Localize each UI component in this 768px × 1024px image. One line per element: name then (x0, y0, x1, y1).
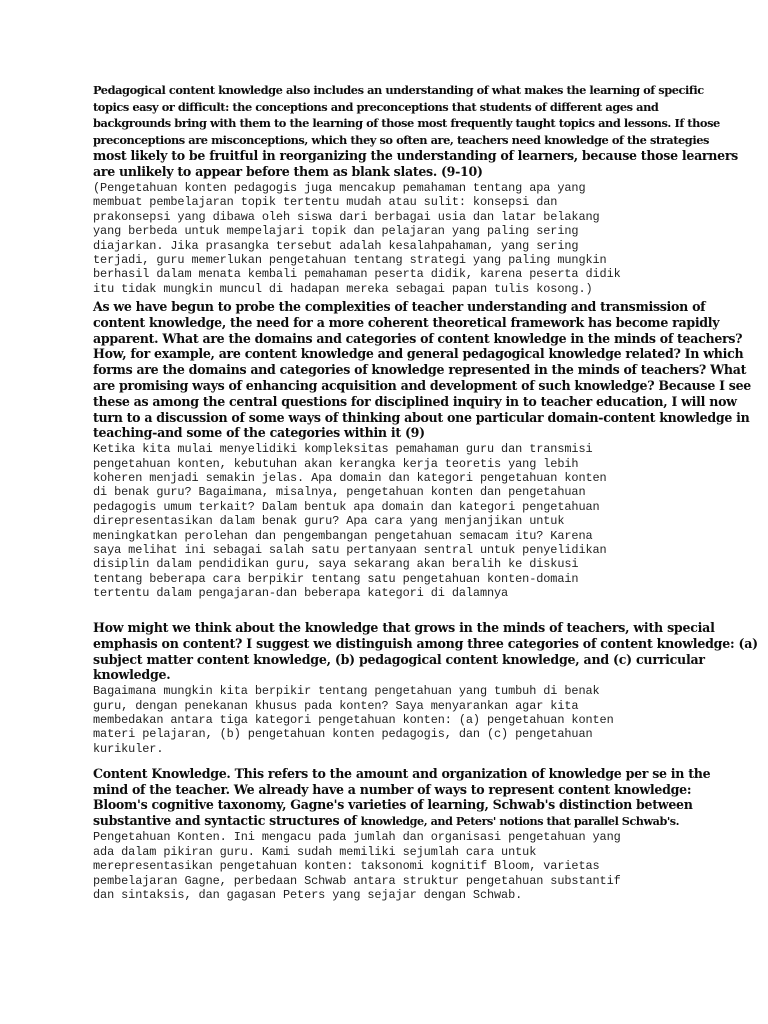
text-line: knowledge. (93, 667, 171, 683)
text-line: Bloom's cognitive taxonomy, Gagne's varieties of learning, Schwab's distinction between (93, 797, 693, 813)
text-line: terjadi, guru memerlukan pengetahuan tentang strategi yang paling mungkin (93, 253, 607, 268)
text-line: backgrounds bring with them to the learning of those most frequently taught topics and lessons. If those (93, 116, 720, 130)
paragraph-1-indonesian (93, 181, 683, 296)
paragraph-1 (93, 82, 738, 296)
text-line: kurikuler. (93, 741, 164, 756)
text-line: How, for example, are content knowledge and general pedagogical knowledge related? In which (93, 346, 744, 362)
text-line: How might we think about the knowledge that grows in the minds of teachers, with special (93, 620, 715, 635)
text-line: subject matter content knowledge, (b) pedagogical content knowledge, and (c) curricular (93, 651, 705, 667)
text-line: koheren menjadi semakin jelas. Apa domain dan kategori pengetahuan konten (93, 470, 607, 485)
paragraph-1-english (93, 82, 720, 148)
text-line: dan sintaksis, dan gagasan Peters yang sejajar dengan Schwab. (93, 888, 523, 902)
text-line: mind of the teacher. We already have a number of ways to represent content knowledge: (93, 781, 692, 797)
text-line: materi pelajaran, (b) pengetahuan konten pedagogis, dan (c) pengetahuan (93, 727, 593, 742)
text-line (93, 813, 683, 830)
text-line: Pedagogical content knowledge also includes an understanding of what makes the learning of specific (93, 83, 704, 97)
paragraph-4-indonesian (93, 830, 683, 902)
text-line: (Pengetahuan konten pedagogis juga mencakup pemahaman tentang apa yang (93, 181, 586, 195)
paragraph-2-indonesian (93, 442, 683, 600)
text-line: itu tidak mungkin muncul di hadapan mereka sebagai papan tulis kosong.) (93, 281, 593, 296)
text-line: turn to a discussion of some ways of thinking about one particular domain-content knowledge in (93, 409, 750, 425)
paragraph-1-english-continued (93, 148, 738, 180)
text-line: direpresentasikan dalam benak guru? Apa cara yang menjanjikan untuk (93, 514, 565, 529)
text-line: diajarkan. Jika prasangka tersebut adalah kesalahpahaman, yang sering (93, 238, 579, 253)
text-line: tentang beberapa cara berpikir tentang satu pengetahuan konten-domain (93, 571, 579, 586)
text-line: Bagaimana mungkin kita berpikir tentang pengetahuan yang tumbuh di benak (93, 684, 600, 699)
text-line: di benak guru? Bagaimana, misalnya, pengetahuan konten dan pengetahuan (93, 485, 586, 500)
paragraph-3 (93, 620, 758, 756)
text-line: disiplin dalam pendidikan guru, saya sekarang akan beralih ke diskusi (93, 557, 579, 572)
text-line: apparent. What are the domains and categories of content knowledge in the minds of teachers? (93, 330, 743, 346)
text-line: Content Knowledge. This refers to the amount and organization of knowledge per se in the (93, 766, 711, 781)
text-line: pengetahuan konten, kebutuhan akan kerangka kerja teoretis yang lebih (93, 456, 579, 471)
text-line: are unlikely to appear before them as blank slates. (9-10) (93, 164, 483, 179)
text-line: berhasil dalam menata kembali pemahaman peserta didik, karena peserta didik (93, 267, 621, 282)
text-line: these as among the central questions for disciplined inquiry in to teacher education, I will now (93, 393, 737, 409)
paragraph-4 (93, 766, 711, 902)
text-line: forms are the domains and categories of knowledge represented in the minds of teachers? What (93, 362, 747, 378)
text-line: membuat pembelajaran topik tertentu mudah atau sulit: konsepsi dan (93, 195, 558, 210)
text-segment-small: knowledge, and Peters' notions that parallel Schwab's. (360, 813, 680, 828)
text-line: are promising ways of enhancing acquisition and development of such knowledge? Because I see (93, 377, 752, 393)
text-line: emphasis on content? I suggest we distinguish among three categories of content knowledge: (a) (93, 635, 758, 651)
text-line: Ketika kita mulai menyelidiki kompleksitas pemahaman guru dan transmisi (93, 442, 593, 457)
text-line: yang berbeda untuk mempelajari topik dan pelajaran yang paling sering (93, 224, 579, 239)
paragraph-2-english (93, 299, 752, 441)
text-line: prakonsepsi yang dibawa oleh siswa dari berbagai usia dan latar belakang (93, 209, 600, 224)
paragraph-3-english (93, 620, 758, 683)
text-line: pedagogis umum terkait? Dalam bentuk apa domain dan kategori pengetahuan (93, 499, 600, 514)
text-line: saya melihat ini sebagai salah satu pertanyaan sentral untuk penyelidikan (93, 543, 607, 558)
paragraph-4-english (93, 766, 711, 829)
text-line: As we have begun to probe the complexities of teacher understanding and transmission of (93, 299, 706, 314)
text-segment: substantive and syntactic structures of (93, 812, 361, 828)
text-line: pembelajaran Gagne, perbedaan Schwab antara struktur pengetahuan substantif (93, 873, 621, 888)
text-line: most likely to be fruitful in reorganizing the understanding of learners, because those learners (93, 148, 738, 163)
text-line: tertentu dalam pengajaran-dan beberapa kategori di dalamnya (93, 586, 509, 601)
text-line: membedakan antara tiga kategori pengetahuan konten: (a) pengetahuan konten (93, 713, 614, 727)
text-line: guru, dengan penekanan khusus pada konten? Saya menyarankan agar kita (93, 698, 579, 713)
paragraph-2 (93, 299, 752, 601)
text-line: Pengetahuan Konten. Ini mengacu pada jumlah dan organisasi pengetahuan yang (93, 830, 621, 845)
text-line: content knowledge, the need for a more coherent theoretical framework has become rapidly (93, 314, 720, 330)
text-line: preconceptions are misconceptions, which they so often are, teachers need knowledge of the strategies (93, 132, 709, 147)
text-line: merepresentasikan pengetahuan konten: taksonomi kognitif Bloom, varietas (93, 859, 600, 874)
text-line: teaching-and some of the categories within it (9) (93, 425, 425, 441)
paragraph-3-indonesian (93, 684, 683, 756)
text-line: meningkatkan perolehan dan pengembangan pengetahuan semacam itu? Karena (93, 528, 593, 543)
text-line: topics easy or difficult: the conceptions and preconceptions that students of different ages and (93, 99, 659, 114)
text-line: ada dalam pikiran guru. Kami sudah memiliki sejumlah cara untuk (93, 844, 537, 859)
